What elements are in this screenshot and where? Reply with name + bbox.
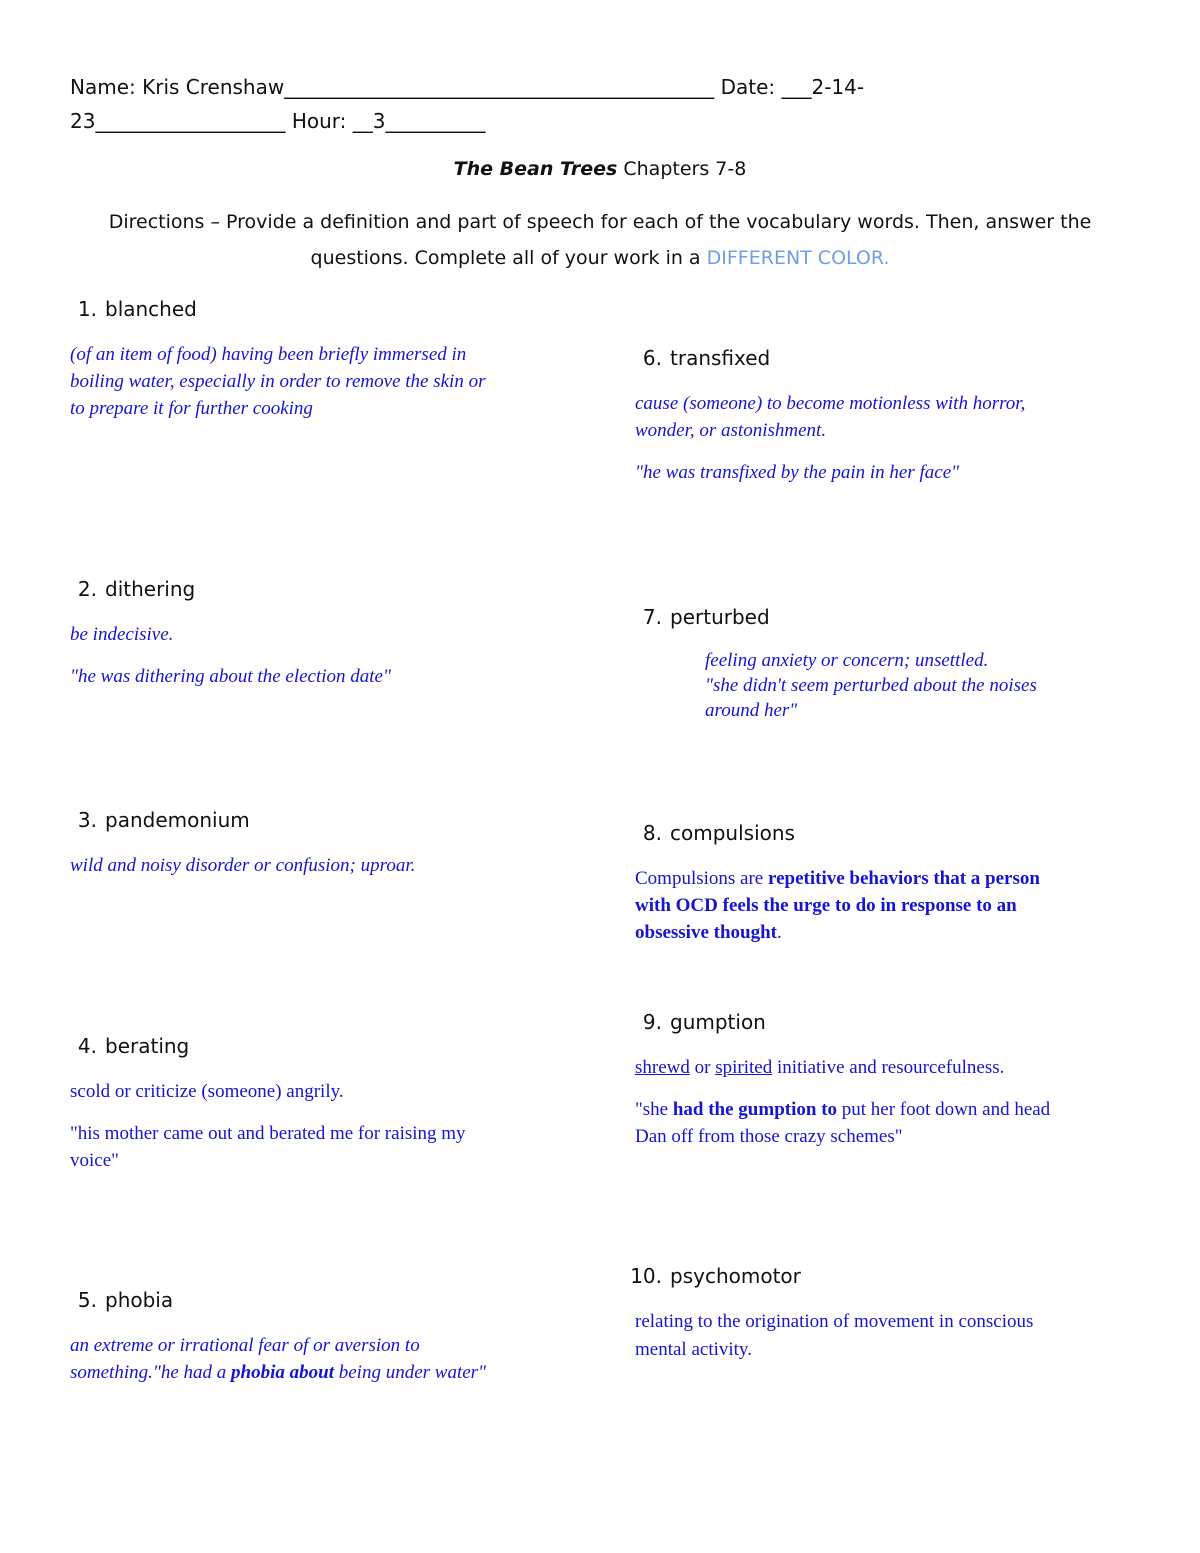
definition-line bbox=[635, 1054, 1050, 1081]
example-text: "she bbox=[635, 1099, 673, 1120]
example-line: Dan off from those crazy schemes" bbox=[635, 1126, 903, 1147]
term-number: 9. bbox=[642, 1010, 662, 1034]
vocab-term-8 bbox=[625, 821, 795, 845]
definition-line: around her" bbox=[705, 700, 798, 721]
definition-3 bbox=[70, 852, 415, 879]
vocab-term-1 bbox=[60, 297, 197, 321]
definition-link[interactable]: shrewd bbox=[635, 1057, 690, 1078]
term-word: pandemonium bbox=[105, 808, 250, 832]
definition-text: being under water" bbox=[333, 1362, 487, 1383]
definition-line: with OCD feels the urge to do in response to an bbox=[635, 895, 1017, 916]
definition-line bbox=[70, 1359, 486, 1386]
definition-line: (of an item of food) having been briefly immersed in bbox=[70, 344, 467, 365]
definition-emphasis: phobia about bbox=[231, 1362, 334, 1383]
example-text: put her foot down and head bbox=[837, 1099, 1051, 1120]
definition-line: wonder, or astonishment. bbox=[635, 420, 827, 441]
definition-line: be indecisive. bbox=[70, 624, 174, 645]
directions bbox=[60, 204, 1140, 276]
vocab-term-2 bbox=[60, 577, 195, 601]
page-title bbox=[0, 158, 1200, 180]
definition-line: to prepare it for further cooking bbox=[70, 398, 313, 419]
vocab-term-5 bbox=[60, 1288, 173, 1312]
header-line-1 bbox=[70, 75, 864, 99]
definition-5 bbox=[70, 1332, 486, 1386]
directions-accent: DIFFERENT COLOR. bbox=[706, 247, 890, 269]
term-number: 4. bbox=[77, 1034, 97, 1058]
example-line: "his mother came out and berated me for raising my bbox=[70, 1123, 466, 1144]
vocab-term-9 bbox=[625, 1010, 766, 1034]
name-label: Name: Kris Crenshaw bbox=[70, 75, 285, 99]
term-number: 8. bbox=[642, 821, 662, 845]
term-number: 1. bbox=[77, 297, 97, 321]
definition-line: scold or criticize (someone) angrily. bbox=[70, 1081, 344, 1102]
definition-text: initiative and resourcefulness. bbox=[772, 1057, 1005, 1078]
definition-emphasis: repetitive behaviors that a person bbox=[768, 868, 1040, 889]
date-label: Date: ___2-14- bbox=[720, 75, 865, 99]
definition-7 bbox=[705, 648, 1037, 723]
definition-line: cause (someone) to become motionless with horror, bbox=[635, 393, 1026, 414]
definition-text: something."he had a bbox=[70, 1362, 232, 1383]
definition-line: wild and noisy disorder or confusion; uproar. bbox=[70, 855, 416, 876]
header-line-2 bbox=[70, 109, 485, 133]
term-word: psychomotor bbox=[670, 1264, 801, 1288]
definition-line: "she didn't seem perturbed about the noises bbox=[705, 675, 1037, 696]
definition-line bbox=[635, 865, 1040, 892]
vocab-term-6 bbox=[625, 346, 770, 370]
definition-9 bbox=[635, 1054, 1050, 1150]
definition-text: Compulsions are bbox=[635, 868, 768, 889]
definition-text: or bbox=[689, 1057, 716, 1078]
term-number: 3. bbox=[77, 808, 97, 832]
vocab-term-7 bbox=[625, 605, 770, 629]
definition-2 bbox=[70, 621, 391, 690]
term-word: transfixed bbox=[670, 346, 771, 370]
example-emphasis: had the gumption to bbox=[672, 1099, 838, 1120]
term-word: perturbed bbox=[670, 605, 770, 629]
definition-line: mental activity. bbox=[635, 1339, 752, 1360]
vocab-term-3 bbox=[60, 808, 250, 832]
definition-4 bbox=[70, 1078, 466, 1174]
definition-line bbox=[635, 919, 1040, 946]
directions-text: Directions – Provide a definition and part of speech for each of the vocabulary words. Then, answer the questions. Complete all of your work in a bbox=[108, 211, 1092, 269]
term-number: 7. bbox=[642, 605, 662, 629]
example-line: voice" bbox=[70, 1150, 119, 1171]
definition-10 bbox=[635, 1308, 1033, 1364]
date-year: 23___________________ bbox=[70, 109, 286, 133]
definition-emphasis: obsessive thought bbox=[635, 922, 777, 943]
term-word: gumption bbox=[670, 1010, 766, 1034]
term-number: 5. bbox=[77, 1288, 97, 1312]
chapters-label: Chapters 7-8 bbox=[623, 158, 747, 180]
definition-1 bbox=[70, 341, 485, 422]
term-word: dithering bbox=[105, 577, 196, 601]
book-title: The Bean Trees bbox=[453, 158, 618, 180]
term-number: 6. bbox=[642, 346, 662, 370]
hour-label: Hour: __3__________ bbox=[291, 109, 486, 133]
definition-6 bbox=[635, 390, 1025, 486]
name-blank: ___________________________________________ bbox=[284, 75, 715, 99]
definition-line: an extreme or irrational fear of or aversion to bbox=[70, 1335, 420, 1356]
term-word: berating bbox=[105, 1034, 190, 1058]
term-number: 2. bbox=[77, 577, 97, 601]
definition-link[interactable]: spirited bbox=[715, 1057, 773, 1078]
example-line: "he was transfixed by the pain in her face" bbox=[635, 462, 960, 483]
definition-line: boiling water, especially in order to remove the skin or bbox=[70, 371, 486, 392]
definition-text: . bbox=[777, 922, 782, 943]
example-line: "he was dithering about the election date" bbox=[70, 666, 391, 687]
term-word: phobia bbox=[105, 1288, 174, 1312]
vocab-term-4 bbox=[60, 1034, 189, 1058]
definition-line: relating to the origination of movement in conscious bbox=[635, 1311, 1034, 1332]
term-word: compulsions bbox=[670, 821, 795, 845]
vocab-term-10 bbox=[625, 1264, 801, 1288]
example-line bbox=[635, 1096, 1050, 1123]
term-number: 10. bbox=[630, 1264, 662, 1288]
definition-line: feeling anxiety or concern; unsettled. bbox=[705, 650, 989, 671]
definition-8 bbox=[635, 865, 1040, 946]
term-word: blanched bbox=[105, 297, 197, 321]
